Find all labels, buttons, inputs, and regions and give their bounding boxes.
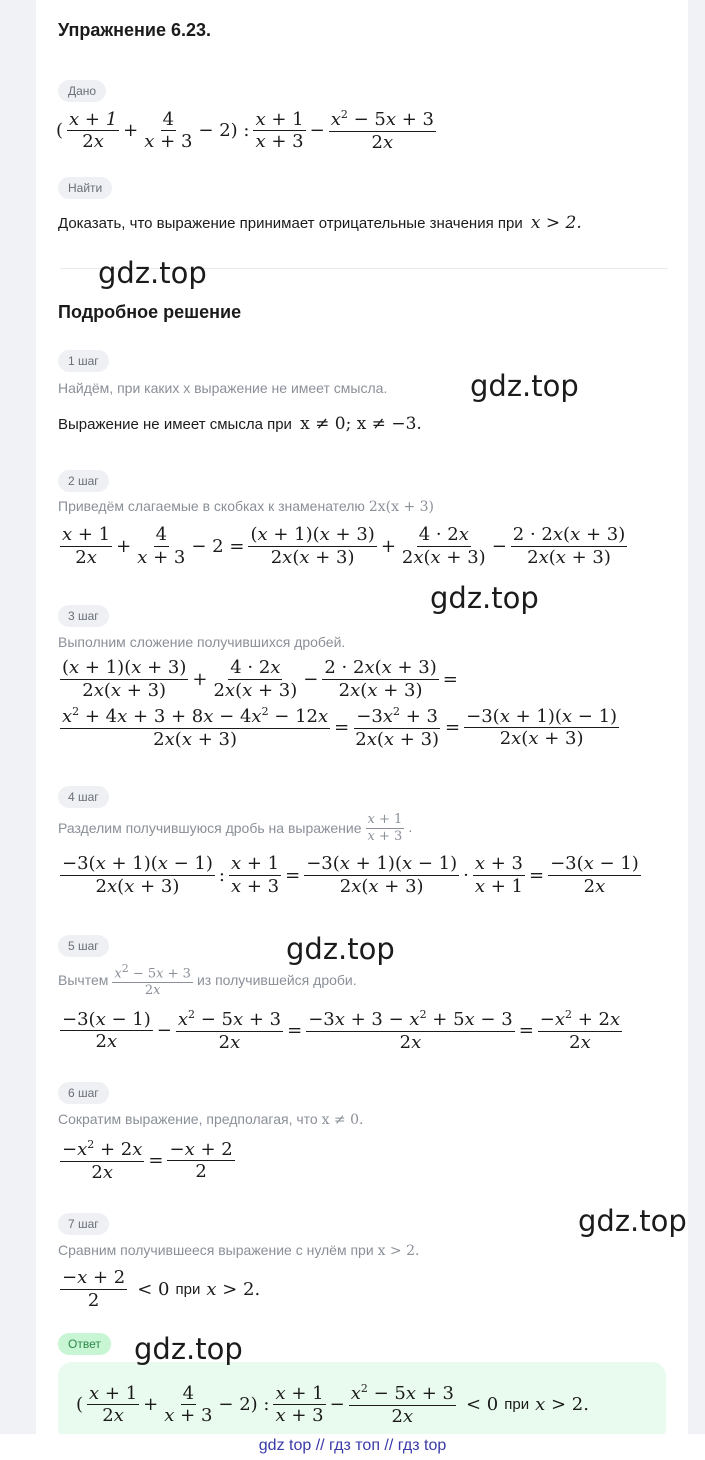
step-6-hint: Сократим выражение, предполагая, что x ≠ 0. [58, 1111, 364, 1128]
watermark: gdz.top [98, 256, 207, 290]
given-expression: ( x + 1 2x + 4 x + 3 − 2) : x + 1 x + 3 − $x^2 - 5x + 3$ 2x [56, 108, 434, 153]
watermark: gdz.top [134, 1332, 243, 1366]
step-7-chip: 7 шаг [58, 1213, 109, 1235]
step-3-formula-line1: (x + 1)(x + 3) 2x(x + 3) + 4 · 2x 2x(x + 3) − 2 · 2x(x + 3) 2x(x + 3) = [62, 657, 458, 701]
find-condition: x > 2. [530, 213, 582, 233]
solution-title: Подробное решение [58, 302, 242, 322]
step-2-hint: Приведём слагаемые в скобках к знаменателю 2x(x + 3) [58, 498, 434, 515]
step-5-hint: Вычтем $x^2 - 5x + 3$ 2x из получившейся дроби. [58, 962, 357, 998]
exercise-title: Упражнение 6.23. [58, 20, 212, 40]
step-3-hint: Выполним сложение получившихся дробей. [58, 634, 346, 650]
step-1-chip: 1 шаг [58, 350, 109, 372]
step-1-condition: x ≠ 0; x ≠ −3. [300, 414, 422, 434]
watermark: gdz.top [286, 932, 395, 966]
step-2-chip: 2 шаг [58, 470, 109, 492]
footer-links[interactable]: gdz top // гдз топ // гдз top [0, 1434, 705, 1460]
step-6-chip: 6 шаг [58, 1082, 109, 1104]
watermark: gdz.top [578, 1204, 687, 1238]
step-7-hint: Сравним получившееся выражение с нулём при x > 2. [58, 1242, 420, 1259]
step-1-hint: Найдём, при каких x выражение не имеет смысла. [58, 380, 388, 396]
step-3-chip: 3 шаг [58, 605, 109, 627]
step-5-formula: −3(x − 1) 2x − $x^2 - 5x + 3$ 2x = $-3x + 3 - x^2 + 5x - 3$ 2x = $-x^2 + 2x$ 2x [62, 1008, 621, 1053]
step-1-text: Выражение не имеет смысла при x ≠ 0; x ≠ −3. [58, 414, 422, 434]
find-chip: Найти [58, 177, 112, 199]
watermark: gdz.top [430, 581, 539, 615]
step-6-formula: $-x^2 + 2x$ 2x = −x + 2 2 [62, 1138, 233, 1183]
step-4-formula: −3(x + 1)(x − 1) 2x(x + 3) : x + 1 x + 3 = −3(x + 1)(x − 1) 2x(x + 3) · x + 3 x + 1 = −3(x − 1) 2x [62, 853, 639, 897]
watermark: gdz.top [470, 369, 579, 403]
step-3-formula-line2: $x^2 + 4x + 3 + 8x - 4x^2 - 12x$ 2x(x + 3) = $-3x^2 + 3$ 2x(x + 3) = −3(x + 1)(x − 1) 2x(x + 3) [62, 705, 618, 750]
answer-chip: Ответ [58, 1333, 111, 1355]
given-chip: Дано [58, 80, 106, 102]
step-5-chip: 5 шаг [58, 935, 109, 957]
step-4-chip: 4 шаг [58, 786, 109, 808]
answer-formula: ( x + 1 2x + 4 x + 3 − 2) : x + 1 x + 3 − $x^2 - 5x + 3$ 2x < 0 при x > 2. [76, 1382, 589, 1427]
step-2-formula: x + 1 2x + 4 x + 3 − 2 = (x + 1)(x + 3) 2x(x + 3) + 4 · 2x 2x(x + 3) − 2 · 2x(x + 3) 2x(x + 3) [62, 524, 626, 568]
step-4-hint: Разделим получившуюся дробь на выражение x + 1 x + 3 . [58, 812, 413, 844]
step-7-formula: −x + 2 2 < 0 при x > 2. [62, 1267, 261, 1311]
find-text: Доказать, что выражение принимает отрицательные значения при x > 2. [58, 213, 582, 233]
